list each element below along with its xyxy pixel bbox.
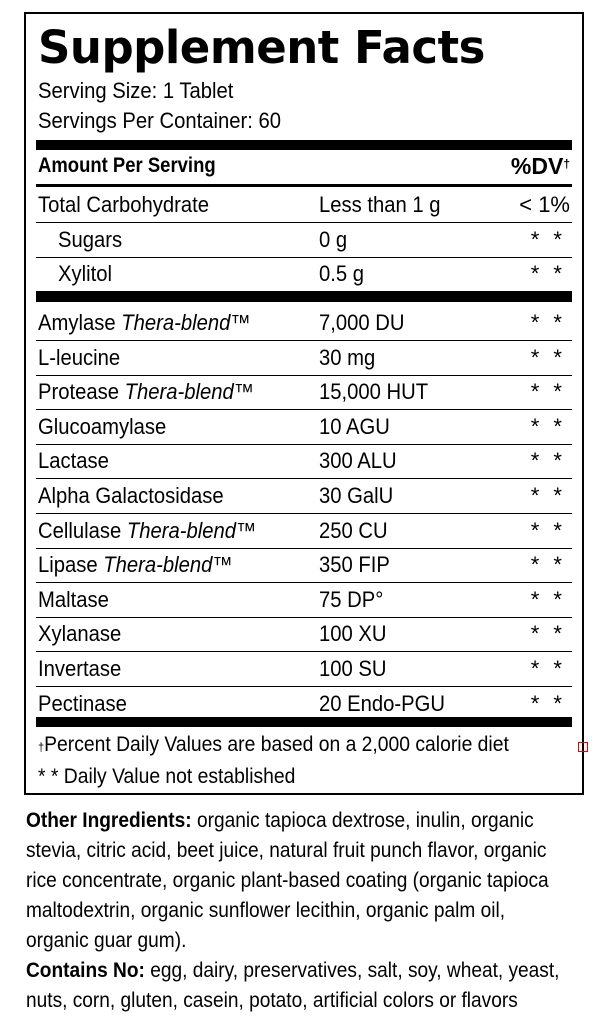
amount-per-serving-label: Amount Per Serving [38,154,216,177]
nutrient-amount: Less than 1 g [319,192,441,217]
nutrient-amount: 20 Endo-PGU [319,690,446,716]
flag-icon [578,742,588,752]
nutrient-row [38,410,574,444]
nutrient-name: Sugars [58,226,123,252]
header-divider [36,184,572,187]
blend-label: Thera-blend™ [124,379,255,405]
nutrient-dv: * * [530,448,566,474]
blend-label: Thera-blend™ [103,552,233,578]
nutrient-dv: < 1% [519,192,570,217]
thick-divider [36,140,572,150]
nutrient-name: Lipase Thera-blend™ [38,552,233,578]
nutrient-name: Pectinase [38,690,127,716]
footnote-dv: †Percent Daily Values are based on a 2,000 calorie diet [38,733,509,756]
nutrient-dv: * * [530,690,566,716]
ingredient-line: nuts, corn, gluten, casein, potato, artificial colors or flavors [26,989,518,1012]
nutrient-dv: * * [530,344,566,370]
nutrient-name: Alpha Galactosidase [38,483,224,508]
row-divider [36,721,572,722]
row-divider [36,291,572,292]
nutrient-row [38,479,574,513]
nutrient-amount: 350 FIP [319,552,390,578]
nutrient-dv: * * [530,379,566,405]
nutrient-dv: * * [530,261,566,286]
nutrient-amount: 30 GalU [319,483,394,508]
nutrient-amount: 250 CU [319,517,388,543]
blend-label: Thera-blend™ [121,310,251,335]
nutrient-row [38,223,574,257]
nutrient-dv: * * [530,586,566,612]
nutrient-row [38,583,574,617]
nutrient-row [38,652,574,686]
nutrient-amount: 300 ALU [319,448,397,474]
supplement-facts-panel [24,12,584,795]
nutrient-name: Invertase [38,656,122,681]
amount-header-row [38,150,574,182]
nutrient-row [38,617,574,651]
nutrient-row [38,341,574,375]
nutrient-row [38,444,574,478]
nutrient-dv: * * [530,656,566,681]
nutrient-row [38,548,574,582]
nutrient-dv: * * [530,517,566,543]
nutrient-dv: * * [530,226,566,252]
nutrient-row [38,306,574,340]
nutrient-dv: * * [530,483,566,508]
other-ingredients [26,806,590,956]
section-label: Other Ingredients: [26,809,192,832]
serving-size: Serving Size: 1 Tablet [38,78,234,103]
nutrient-dv: * * [530,552,566,578]
panel-title: Supplement Facts [38,21,485,74]
nutrient-amount: 10 AGU [319,413,390,439]
servings-per-container: Servings Per Container: 60 [38,108,282,133]
contains-no [26,956,590,1016]
nutrient-dv: * * [530,621,566,647]
nutrient-row [38,514,574,548]
dv-header: %DV† [510,153,570,179]
nutrient-row [38,257,574,291]
nutrient-name: Glucoamylase [38,413,167,439]
nutrient-dv: * * [530,413,566,439]
ingredient-line: Other Ingredients: organic tapioca dextrose, inulin, organic [26,809,534,832]
blend-label: Thera-blend™ [126,517,257,543]
ingredient-line: organic guar gum). [26,929,187,952]
nutrient-amount: 15,000 HUT [319,379,429,405]
ingredient-line: Contains No: egg, dairy, preservatives, salt, soy, wheat, yeast, [26,959,560,982]
thick-divider-2 [36,292,572,302]
footnote-not-established: * * Daily Value not established [38,765,296,788]
nutrient-name: Xylitol [58,261,112,286]
nutrient-row [38,687,574,721]
nutrient-name: L-leucine [38,344,121,370]
nutrient-amount: 0.5 g [319,261,365,286]
nutrient-amount: 30 mg [319,344,376,370]
nutrient-amount: 7,000 DU [319,310,405,335]
nutrient-name: Amylase Thera-blend™ [38,310,251,335]
nutrient-name: Total Carbohydrate [38,192,210,217]
nutrient-amount: 100 XU [319,621,387,647]
ingredient-line: maltodextrin, organic sunflower lecithin, organic palm oil, [26,899,506,922]
nutrient-row [38,188,574,222]
nutrient-amount: 75 DP° [319,586,384,612]
ingredient-line: rice concentrate, organic plant-based coating (organic tapioca [26,869,549,892]
section-label: Contains No: [26,959,145,982]
nutrient-amount: 100 SU [319,656,387,681]
ingredient-line: stevia, citric acid, beet juice, natural fruit punch flavor, organic [26,839,547,862]
nutrient-name: Lactase [38,448,109,474]
nutrient-dv: * * [530,310,566,335]
nutrient-row [38,375,574,409]
nutrient-name: Xylanase [38,621,122,647]
nutrient-name: Maltase [38,586,109,612]
nutrient-amount: 0 g [319,226,348,252]
ingredients-block [26,806,590,1016]
nutrient-name: Protease Thera-blend™ [38,379,255,405]
nutrient-name: Cellulase Thera-blend™ [38,517,257,543]
